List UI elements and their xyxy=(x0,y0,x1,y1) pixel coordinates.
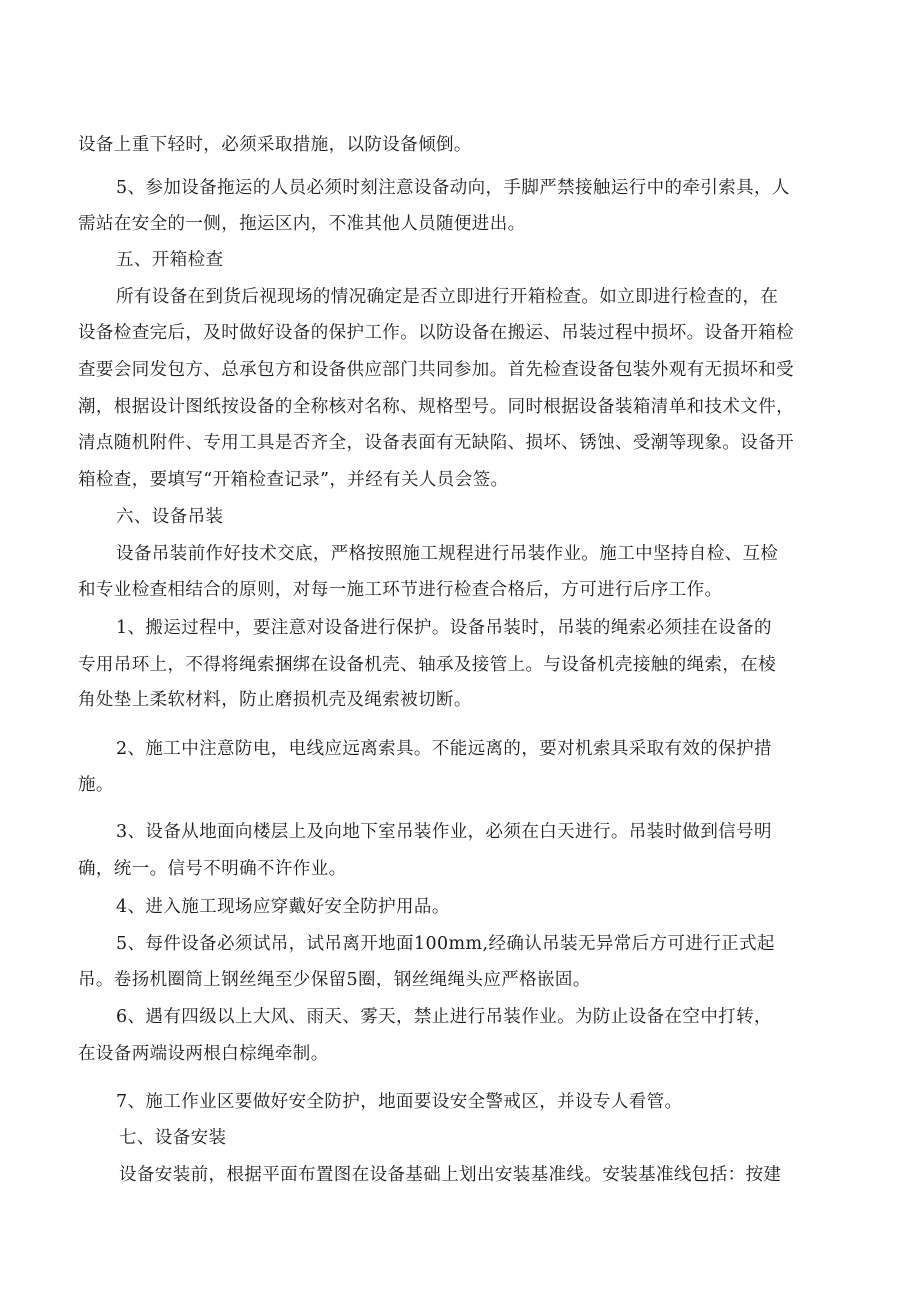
section-heading: 五、开箱检查 xyxy=(116,250,224,270)
section-heading: 六、设备吊装 xyxy=(116,507,224,527)
paragraph-line: 设备上重下轻时，必须采取措施，以防设备倾倒。 xyxy=(78,135,472,155)
paragraph-line: 2、施工中注意防电，电线应远离索具。不能远离的，要对机索具采取有效的保护措 xyxy=(116,739,772,759)
paragraph-line: 设备检查完后，及时做好设备的保护工作。以防设备在搬运、吊装过程中损坏。设备开箱检 xyxy=(78,323,794,343)
paragraph-line: 箱检查，要填写“开箱检查记录”，并经有关人员会签。 xyxy=(78,470,509,490)
paragraph-line: 6、遇有四级以上大风、雨天、雾天，禁止进行吊装作业。为防止设备在空中打转， xyxy=(116,1007,772,1027)
section-heading: 七、设备安装 xyxy=(119,1128,227,1148)
paragraph-line: 3、设备从地面向楼层上及向地下室吊装作业，必须在白天进行。吊装时做到信号明 xyxy=(116,822,772,842)
paragraph-line: 和专业检查相结合的原则，对每一施工环节进行检查合格后，方可进行后序工作。 xyxy=(78,580,723,600)
paragraph-line: 7、施工作业区要做好安全防护，地面要设安全警戒区，并设专人看管。 xyxy=(116,1092,683,1112)
paragraph-line: 查要会同发包方、总承包方和设备供应部门共同参加。首先检查设备包装外观有无损坏和受 xyxy=(78,360,794,380)
paragraph-line: 4、进入施工现场应穿戴好安全防护用品。 xyxy=(116,897,450,917)
paragraph-line: 所有设备在到货后视现场的情况确定是否立即进行开箱检查。如立即进行检查的，在 xyxy=(116,287,779,307)
paragraph-line: 5、参加设备拖运的人员必须时刻注意设备动向，手脚严禁接触运行中的牵引索具，人 xyxy=(116,178,790,198)
paragraph-line: 施。 xyxy=(78,775,114,795)
paragraph-line: 5、每件设备必须试吊，试吊离开地面100mm,经确认吊装无异常后方可进行正式起 xyxy=(116,934,775,954)
paragraph-line: 1、搬运过程中，要注意对设备进行保护。设备吊装时，吊装的绳索必须挂在设备的 xyxy=(116,618,772,638)
paragraph-line: 设备安装前，根据平面布置图在设备基础上划出安装基准线。安装基准线包括：按建 xyxy=(119,1165,782,1185)
paragraph-line: 确，统一。信号不明确不许作业。 xyxy=(78,859,347,879)
paragraph-line: 设备吊装前作好技术交底，严格按照施工规程进行吊装作业。施工中坚持自检、互检 xyxy=(116,544,779,564)
paragraph-line: 吊。卷扬机圈筒上钢丝绳至少保留5圈，钢丝绳绳头应严格嵌固。 xyxy=(78,970,591,990)
paragraph-line: 角处垫上柔软材料，防止磨损机壳及绳索被切断。 xyxy=(78,690,472,710)
paragraph-line: 清点随机附件、专用工具是否齐全，设备表面有无缺陷、损坏、锈蚀、受潮等现象。设备开 xyxy=(78,433,794,453)
paragraph-line: 潮，根据设计图纸按设备的全称核对名称、规格型号。同时根据设备装箱清单和技术文件， xyxy=(78,397,794,417)
paragraph-line: 专用吊环上，不得将绳索捆绑在设备机壳、轴承及接管上。与设备机壳接触的绳索，在棱 xyxy=(78,655,777,675)
paragraph-line: 需站在安全的一侧，拖运区内，不准其他人员随便进出。 xyxy=(78,214,526,234)
paragraph-line: 在设备两端设两根白棕绳牵制。 xyxy=(78,1044,329,1064)
